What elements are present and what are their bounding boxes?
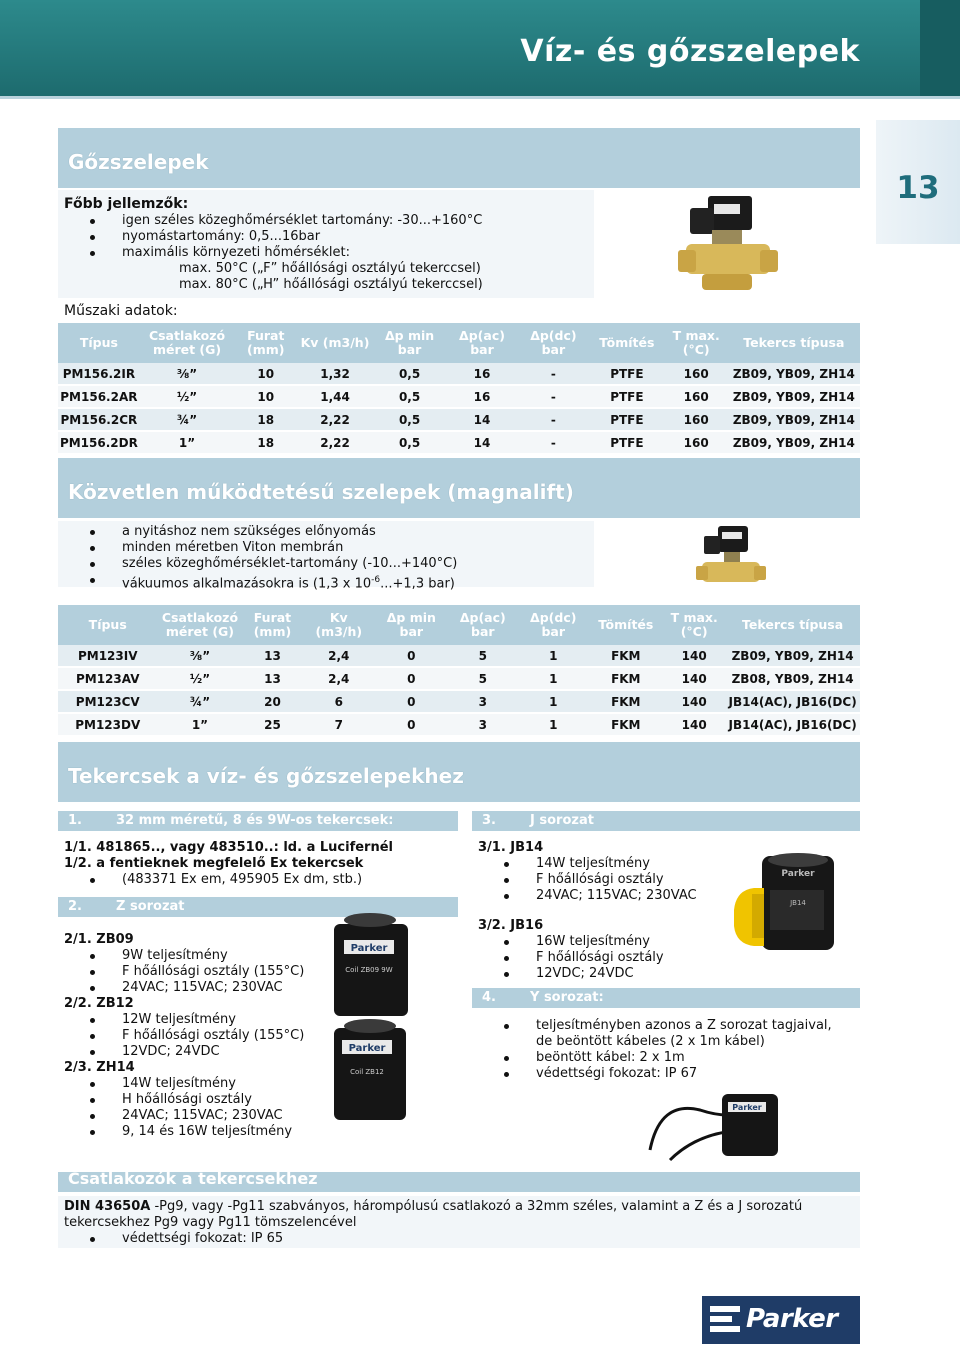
table-cell: ½” [140,386,234,409]
section-title: Közvetlen működtetésű szelepek (magnalift) [68,480,574,504]
list-item [64,572,457,592]
table-cell: 160 [665,386,728,409]
section-title: Gőzszelepek [68,150,209,174]
table-cell: ZB09, YB09, ZH14 [728,432,860,455]
item-title: 2/2. ZB12 [64,996,134,1011]
subsection-title [68,813,393,828]
list-item: F hőállósági osztály [478,950,697,966]
column-header: Csatlakozó méret (G) [140,323,234,363]
table-cell: 5 [448,645,518,668]
coil-jb14-photo [730,850,850,960]
table-cell: 10 [234,363,297,386]
table-cell: 140 [663,645,725,668]
table-cell: FKM [588,668,663,691]
table-row [58,386,860,409]
table-cell: ZB09, YB09, ZH14 [728,409,860,432]
list-item: 14W teljesítmény [64,1076,304,1092]
table-cell: 20 [242,691,302,714]
table-cell: ¾” [140,409,234,432]
table-cell: 25 [242,714,302,737]
list-item: teljesítményben azonos a Z sorozat tagjaival, [478,1018,832,1034]
table-cell: 2,4 [303,668,376,691]
table-cell: PM156.2DR [58,432,140,455]
list-item: H hőállósági osztály [64,1092,304,1108]
subsection-number: 2. [68,899,82,914]
table-cell: 1 [518,668,588,691]
list-item: a nyitáshoz nem szükséges előnyomás [64,524,457,540]
coil-brand-label: Parker [732,1103,762,1112]
column-header: Kv (m3/h) [297,323,373,363]
section-connectors-heading [58,1169,860,1192]
table-cell: 0,5 [373,432,446,455]
coils-left-column [64,840,393,888]
direct-valve-photo [694,522,766,592]
column-header: Tekercs típusa [728,323,860,363]
connector-standard: DIN 43650A [64,1199,151,1214]
table-cell: ⅜” [140,363,234,386]
table-cell: 18 [234,409,297,432]
subsection-title [482,990,604,1005]
subsection-1-bar [58,811,458,831]
list-item: széles közeghőmérséklet-tartomány (-10...+140°C) [64,556,457,572]
table-header-row [58,323,860,363]
list-item: beöntött kábel: 2 x 1m [478,1050,832,1066]
subsection-3-bar [472,811,860,831]
table-cell: PM123IV [58,645,157,668]
item-title: 1/1. 481865.., vagy 483510..: ld. a Lucifernél [64,840,393,855]
steam-feature-list [64,213,483,261]
table-cell: ZB09, YB09, ZH14 [725,645,860,668]
column-header: Δp min bar [375,605,448,645]
list-item: 24VAC; 115VAC; 230VAC [478,888,697,904]
list-item: 16W teljesítmény [478,934,697,950]
table-cell: ⅜” [157,645,242,668]
subsection-number: 3. [482,813,496,828]
list-item: F hőállósági osztály (155°C) [64,964,304,980]
column-header: Kv (m3/h) [303,605,376,645]
section-title: Csatlakozók a tekercsekhez [68,1169,318,1188]
table-cell: 6 [303,691,376,714]
table-cell: 14 [446,432,517,455]
table-cell: 1” [140,432,234,455]
subfeature: max. 50°C („F” hőállósági osztályú tekerccsel) [179,261,481,276]
list-item: maximális környezeti hőmérséklet: [64,245,483,261]
column-header: T max. (°C) [663,605,725,645]
list-item: 14W teljesítmény [478,856,697,872]
subsection-label: J sorozat [530,813,594,828]
coil-y-series-photo [640,1080,810,1170]
table-cell: 13 [242,645,302,668]
connectors-text-2: tekercsekhez Pg9 vagy Pg11 tömszelencével [64,1215,357,1230]
features-title: Főbb jellemzők: [64,196,189,212]
column-header: Tekercs típusa [725,605,860,645]
table-cell: FKM [588,645,663,668]
coil-model-label: Coil ZB09 9W [345,966,393,974]
table-cell: - [518,409,589,432]
section-coils-heading [58,742,860,802]
table-cell: 14 [446,409,517,432]
table-cell: PM123DV [58,714,157,737]
column-header: Furat (mm) [242,605,302,645]
table-cell: 0 [375,668,448,691]
table-cell: - [518,386,589,409]
table-cell: 2,22 [297,409,373,432]
direct-spec-table [58,605,860,737]
direct-feature-list [64,524,457,592]
column-header: Furat (mm) [234,323,297,363]
table-cell: 0 [375,645,448,668]
table-cell: 13 [242,668,302,691]
coil-model-label: Coil ZB12 [350,1068,384,1076]
table-cell: JB14(AC), JB16(DC) [725,691,860,714]
column-header: Δp(dc) bar [518,323,589,363]
page-title: Víz- és gőzszelepek [520,34,860,69]
column-header: Δp min bar [373,323,446,363]
table-cell: 7 [303,714,376,737]
table-cell: 1,32 [297,363,373,386]
table-cell: 16 [446,363,517,386]
subsection-label: Z sorozat [116,899,185,914]
coil-brand-label: Parker [781,869,815,879]
coil-zb09-photo [320,910,420,1020]
table-cell: 0,5 [373,363,446,386]
table-cell: - [518,363,589,386]
table-cell: 140 [663,714,725,737]
steam-spec-table [58,323,860,455]
table-cell: PTFE [589,363,665,386]
subsection-title [482,813,594,828]
table-cell: 2,4 [303,645,376,668]
table-cell: 1” [157,714,242,737]
subsection-label: 32 mm méretű, 8 és 9W-os tekercsek: [116,813,394,828]
coil-brand-label: Parker [348,1043,386,1054]
table-cell: 140 [663,691,725,714]
list-item: minden méretben Viton membrán [64,540,457,556]
table-cell: 3 [448,714,518,737]
table-cell: FKM [588,691,663,714]
vacuum-text: vákuumos alkalmazásokra is (1,3 x 10 [122,576,372,592]
column-header: Típus [58,323,140,363]
column-header: Tömítés [588,605,663,645]
vacuum-suffix: ...+1,3 bar) [380,576,455,592]
table-cell: ZB09, YB09, ZH14 [728,363,860,386]
header-accent [920,0,960,96]
section-steam-heading [58,128,860,188]
subfeature: max. 80°C („H” hőállósági osztályú tekerccsel) [179,277,483,292]
z-series-list [64,932,304,1140]
table-row [58,645,860,668]
table-cell: 5 [448,668,518,691]
item-title: 1/2. a fentieknek megfelelő Ex tekercsek [64,856,364,871]
subsection-title [68,899,185,914]
table-cell: 10 [234,386,297,409]
table-cell: ZB09, YB09, ZH14 [728,386,860,409]
table-cell: 140 [663,668,725,691]
table-cell: 2,22 [297,432,373,455]
table-row [58,409,860,432]
list-item: 24VAC; 115VAC; 230VAC [64,1108,304,1124]
list-item: F hőállósági osztály [478,872,697,888]
list-item: védettségi fokozat: IP 65 [64,1231,283,1247]
column-header: T max. (°C) [665,323,728,363]
subsection-4-bar [472,988,860,1008]
table-cell: PTFE [589,386,665,409]
y-series-list [478,1018,832,1082]
table-cell: FKM [588,714,663,737]
table-row [58,432,860,455]
item-title: 2/1. ZB09 [64,932,134,947]
section-direct-heading [58,458,860,518]
steam-valve-photo [672,190,782,300]
table-cell: ¾” [157,691,242,714]
item-title: 3/1. JB14 [478,840,544,855]
item-title: 2/3. ZH14 [64,1060,135,1075]
table-row [58,691,860,714]
list-item: 12VDC; 24VDC [64,1044,304,1060]
column-header: Δp(ac) bar [446,323,517,363]
subsection-number: 1. [68,813,82,828]
parker-logo [702,1296,860,1344]
column-header: Δp(dc) bar [518,605,588,645]
list-item: igen széles közeghőmérséklet tartomány: -30...+160°C [64,213,483,229]
table-cell: 0 [375,691,448,714]
table-cell: 1 [518,714,588,737]
table-cell: 0 [375,714,448,737]
table-cell: 3 [448,691,518,714]
column-header: Csatlakozó méret (G) [157,605,242,645]
coil-zb12-photo [320,1016,420,1136]
table-cell: PM123AV [58,668,157,691]
table-cell: 160 [665,432,728,455]
connectors-text [64,1199,802,1215]
subsection-label: Y sorozat: [530,990,604,1005]
tech-data-title: Műszaki adatok: [64,303,178,319]
connector-desc: -Pg9, vagy -Pg11 szabványos, hárompólusú csatlakozó a 32mm széles, valamint a Z és a J sorozatú [150,1199,803,1214]
list-item: de beöntött kábeles (2 x 1m kábel) [536,1034,765,1049]
table-row [58,363,860,386]
table-cell: PM156.2AR [58,386,140,409]
table-cell: 16 [446,386,517,409]
table-header-row [58,605,860,645]
table-cell: 160 [665,409,728,432]
table-cell: PTFE [589,409,665,432]
table-cell: 1 [518,691,588,714]
vacuum-exponent: -6 [371,575,381,585]
column-header: Tömítés [589,323,665,363]
table-cell: 18 [234,432,297,455]
subsection-number: 4. [482,990,496,1005]
list-item: 12VDC; 24VDC [478,966,697,982]
list-item: 24VAC; 115VAC; 230VAC [64,980,304,996]
table-cell: 160 [665,363,728,386]
list-item: (483371 Ex em, 495905 Ex dm, stb.) [64,872,393,888]
item-title: 3/2. JB16 [478,918,544,933]
column-header: Típus [58,605,157,645]
coil-brand-label: Parker [350,943,388,954]
table-cell: 0,5 [373,409,446,432]
section-title: Tekercsek a víz- és gőzszelepekhez [68,764,464,788]
steam-features [64,195,483,293]
list-item: 9W teljesítmény [64,948,304,964]
table-cell: PTFE [589,432,665,455]
coil-model-label: JB14 [790,899,806,907]
list-item: 9, 14 és 16W teljesítmény [64,1124,304,1140]
list-item: védettségi fokozat: IP 67 [478,1066,832,1082]
table-cell: 0,5 [373,386,446,409]
connectors-list [64,1231,283,1247]
table-cell: ZB08, YB09, ZH14 [725,668,860,691]
table-cell: PM156.2CR [58,409,140,432]
table-row [58,714,860,737]
parker-mark-icon [706,1296,746,1344]
list-item: F hőállósági osztály (155°C) [64,1028,304,1044]
table-cell: - [518,432,589,455]
table-cell: PM123CV [58,691,157,714]
parker-wordmark: Parker [746,1304,838,1334]
column-header: Δp(ac) bar [448,605,518,645]
table-cell: 1 [518,645,588,668]
table-row [58,668,860,691]
j-series-list [478,840,697,982]
table-cell: PM156.2IR [58,363,140,386]
list-item: nyomástartomány: 0,5...16bar [64,229,483,245]
table-cell: ½” [157,668,242,691]
chapter-number: 13 [896,170,940,206]
table-cell: 1,44 [297,386,373,409]
table-cell: JB14(AC), JB16(DC) [725,714,860,737]
list-item: 12W teljesítmény [64,1012,304,1028]
